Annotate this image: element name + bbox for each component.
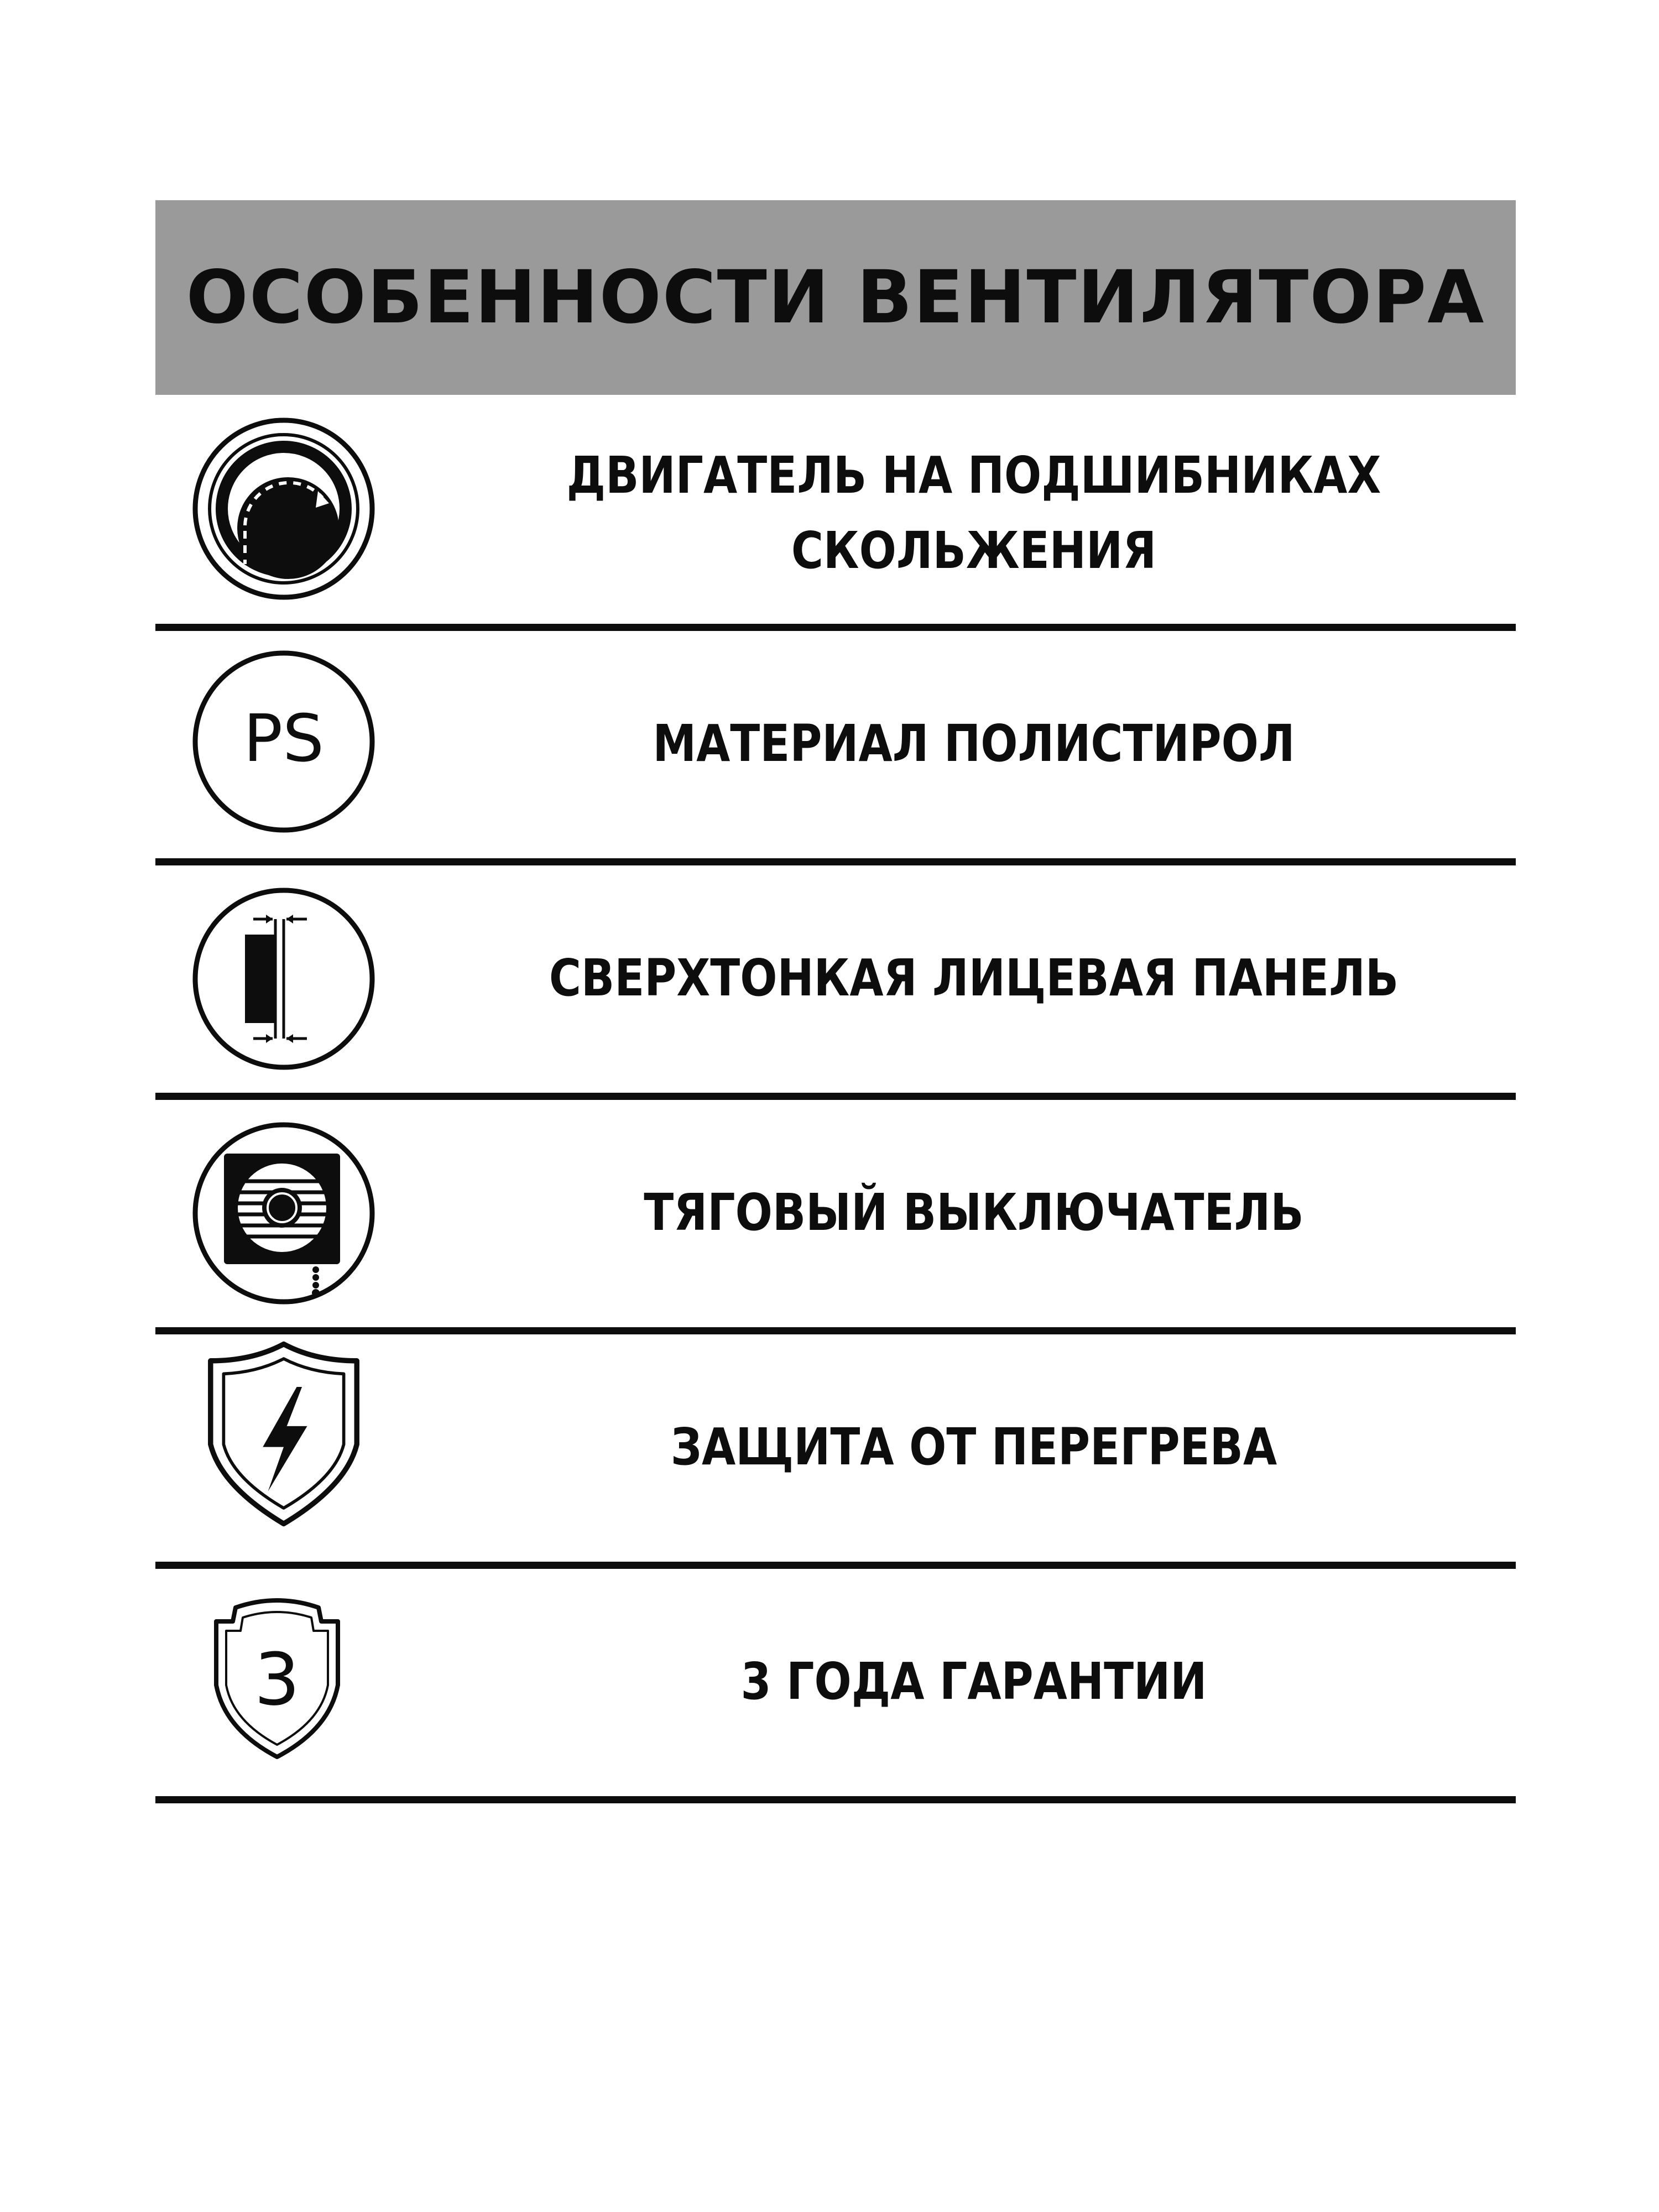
feature-label-switch [508, 1100, 1440, 1326]
divider [155, 858, 1516, 865]
feature-label-panel-line1: СВЕРХТОНКАЯ ЛИЦЕВАЯ ПАНЕЛЬ [549, 948, 1399, 1008]
warranty-shield-icon [205, 1597, 349, 1762]
feature-label-material-line1: МАТЕРИАЛ ПОЛИСТИРОЛ [653, 714, 1295, 773]
divider [155, 1796, 1516, 1803]
feature-label-warranty-line1: 3 ГОДА ГАРАНТИИ [740, 1652, 1207, 1711]
feature-label-protection-line1: ЗАЩИТА ОТ ПЕРЕГРЕВА [670, 1417, 1277, 1477]
divider [155, 1093, 1516, 1100]
ps-icon-text: PS [243, 700, 325, 776]
page-title: ОСОБЕННОСТИ ВЕНТИЛЯТОРА [186, 255, 1485, 340]
ps-material-icon [190, 648, 378, 836]
motor-bearing-icon [190, 415, 378, 603]
feature-label-warranty [508, 1569, 1440, 1794]
page-header [155, 200, 1516, 395]
feature-row-warranty [155, 1569, 1516, 1794]
pull-switch-fan-icon [190, 1119, 378, 1307]
feature-row-protection [155, 1334, 1516, 1560]
feature-label-motor-line1: ДВИГАТЕЛЬ НА ПОДШИБНИКАХ [566, 445, 1381, 505]
feature-row-switch [155, 1100, 1516, 1326]
shield-lightning-icon [190, 1340, 378, 1528]
divider [155, 1562, 1516, 1569]
feature-row-panel [155, 865, 1516, 1091]
divider [155, 1327, 1516, 1334]
feature-label-motor [508, 406, 1440, 619]
thin-panel-icon [190, 885, 378, 1073]
feature-label-panel [508, 865, 1440, 1091]
warranty-icon-text: 3 [254, 1637, 300, 1721]
feature-row-motor [155, 406, 1516, 619]
divider [155, 624, 1516, 631]
feature-label-switch-line1: ТЯГОВЫЙ ВЫКЛЮЧАТЕЛЬ [644, 1183, 1304, 1242]
feature-label-material [508, 631, 1440, 857]
feature-label-protection [508, 1334, 1440, 1560]
feature-label-motor-line2: СКОЛЬЖЕНИЯ [791, 520, 1157, 580]
feature-row-material [155, 631, 1516, 857]
